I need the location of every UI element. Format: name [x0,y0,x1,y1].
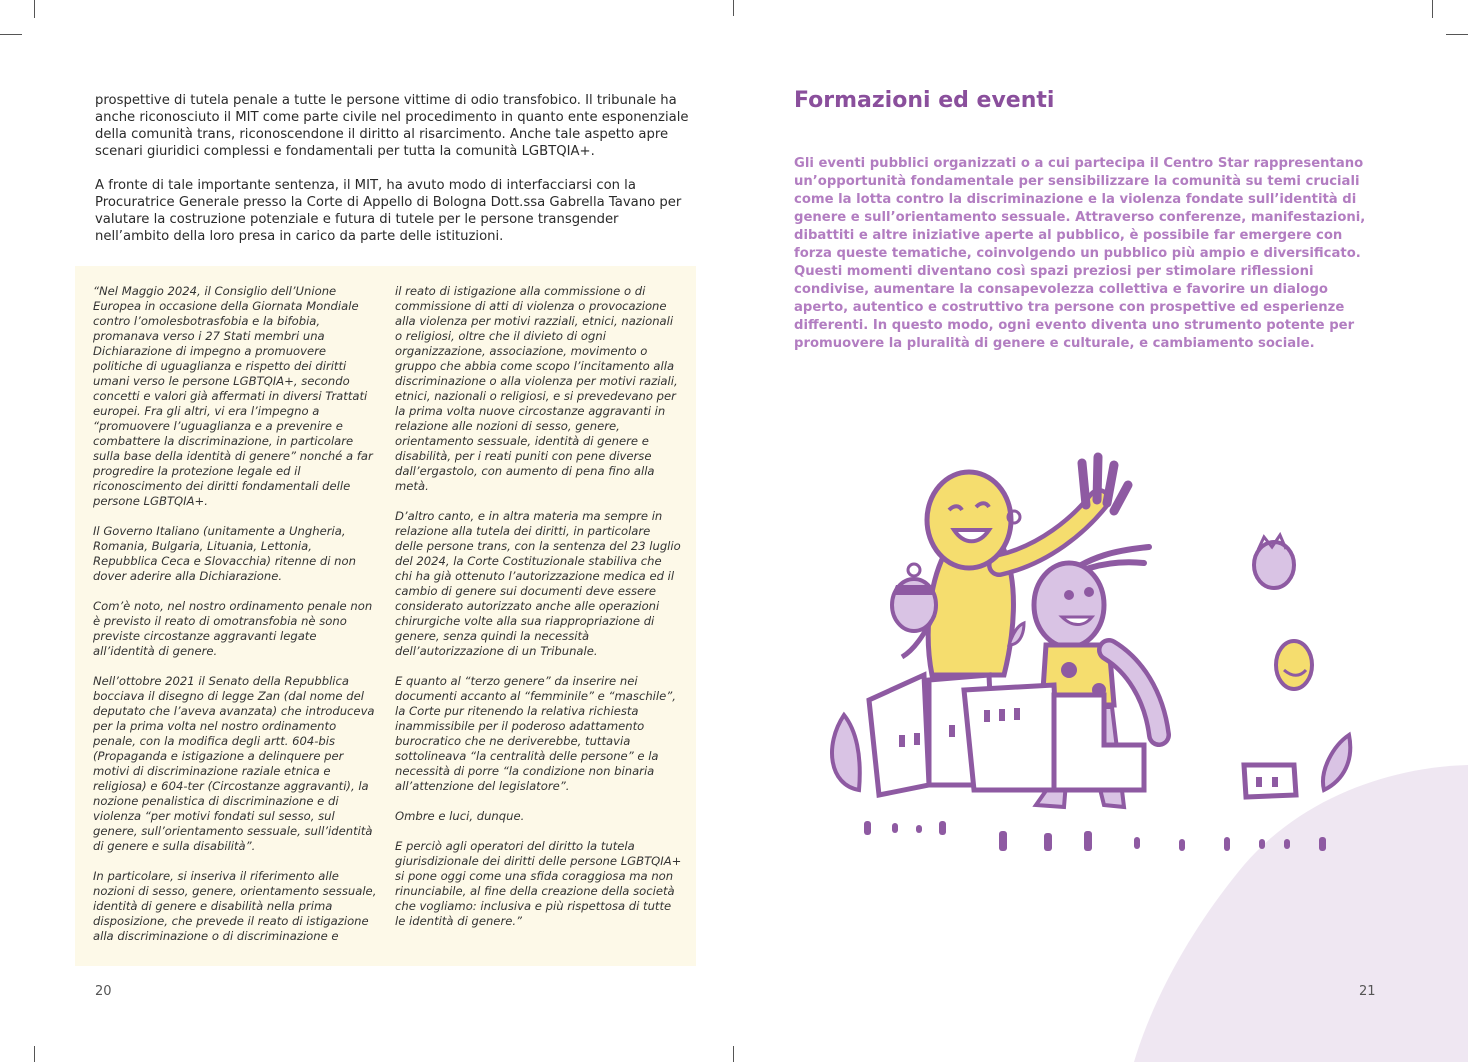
quote-paragraph: E quanto al “terzo genere” da inserire nei documenti accanto al “femminile” e “maschile”, la Corte pur ritenendo la relativa richiesta inammissibile per il poderoso adattamento burocratico che ne deriverebbe, tuttavia sottolineava “la centralità delle persone” e la necessità di porre “la condizione non binaria all’attenzione del legislatore”. [395,674,676,793]
body-paragraph-2: A fronte di tale importante sentenza, il MIT, ha avuto modo di interfacciarsi con la Procuratrice Generale presso la Corte di Appello di Bologna Dott.ssa Gabrella Tavano per valutare la costruzione potenziale e futura di tutele per le persone transgender nell’ambito della loro presa in carico da parte delle istituzioni. [95,178,682,244]
section-title: Formazioni ed eventi [794,88,1055,113]
page-number: 21 [1359,984,1376,999]
quote-column-left [93,284,378,959]
quote-paragraph: E perciò agli operatori del diritto la tutela giurisdizionale dei diritti delle persone LGBTQIA+ si pone oggi come una sfida coraggiosa ma non rinunciabile, al fine della creazione della società che vogliamo: inclusiva e più rispettosa di tutte le identità di genere.” [395,839,682,928]
quote-paragraph: “Nel Maggio 2024, il Consiglio dell’Unione Europea in occasione della Giornata Mondiale contro l’omolesbotrasfobia e la bifobia, promanava verso i 27 Stati membri una Dichiarazione di impegno a promuovere politiche di uguaglianza e rispetto dei diritti umani verso le persone LGBTQIA+, secondo concetti e valori già affermati in diversi Trattati europei. Fra gli altri, vi era l’impegno a “promuovere l’uguaglianza e a prevenire e combattere la discriminazione, in particolare sulla base della identità di genere” nonché a far progredire la protezione legale ed il riconoscimento dei diritti fondamentali delle persone LGBTQIA+. [93,284,373,508]
quote-column-right [395,284,682,944]
page-number: 20 [95,984,112,999]
body-paragraph-1: prospettive di tutela penale a tutte le persone vittime di odio transfobico. Il tribunale ha anche riconosciuto il MIT come parte civile nel procedimento in quanto ente esponenziale della comunità trans, riconoscendone il diritto al risarcimento. Anche tale aspetto apre scenari giuridici complessi e fondamentali per tutta la comunità LGBTQIA+. [95,93,689,159]
quote-paragraph: Com’è noto, nel nostro ordinamento penale non è previsto il reato di omotransfobia nè sono previste circostanze aggravanti legate all’identità di genere. [93,599,373,658]
quote-paragraph: Il Governo Italiano (unitamente a Ungheria, Romania, Bulgaria, Lituania, Lettonia, Repubblica Ceca e Slovacchia) ritenne di non dover aderire alla Dichiarazione. [93,524,356,583]
quote-paragraph: Ombre e luci, dunque. [395,809,525,823]
people-illustration [814,445,1374,875]
quote-paragraph: il reato di istigazione alla commissione o di commissione di atti di violenza o provocazione alla violenza per motivi razziali, etnici, nazionali o religiosi, oltre che il divieto di ogni organizzazione, associazione, movimento o gruppo che abbia come scopo l’incitamento alla discriminazione o alla violenza per motivi raziali, etnici, nazionali o religiosi, e si prevedevano per la prima volta nuove circostanze aggravanti in relazione alle nozioni di sesso, genere, orientamento sessuale, identità di genere e disabilità, per i reati puniti con pene diverse dall’ergastolo, con aumento di pena fino alla metà. [395,284,678,493]
quote-paragraph: In particolare, si inseriva il riferimento alle nozioni di sesso, genere, orientamento sessuale, identità di genere e disabilità nella prima disposizione, che prevede il reato di istigazione alla discriminazione o di discriminazione e [93,869,377,943]
quote-paragraph: Nell’ottobre 2021 il Senato della Repubblica bocciava il disegno di legge Zan (dal nome del deputato che l’aveva avanzata) che introduceva per la prima volta nel nostro ordinamento penale, con la modifica degli artt. 604-bis (Propaganda e istigazione a delinquere per motivi di discriminazione raziale etnica e religiosa) e 604-ter (Circostanze aggravanti), la nozione penalistica di discriminazione e di violenza “per motivi fondati sul sesso, sul genere, sull’orientamento sessuale, sull’identità di genere e sulla disabilità”. [93,674,375,853]
right-page [734,0,1468,1062]
quote-paragraph: D’altro canto, e in altra materia ma sempre in relazione alla tutela dei diritti, in particolare delle persone trans, con la sentenza del 23 luglio del 2024, la Corte Costituzionale stabiliva che chi ha già ottenuto l’autorizzazione medica ed il cambio di genere sui documenti deve essere considerato autorizzato anche alle operazioni chirurgiche volte alla sua riappropriazione di genere, senza quindi la necessità dell’autorizzazione di un Tribunale. [395,509,681,658]
section-paragraph: Gli eventi pubblici organizzati o a cui partecipa il Centro Star rappresentano un’opportunità fondamentale per sensibilizzare la comunità su temi cruciali come la lotta contro la discriminazione e la violenza fondate sull’identità di genere e sull’orientamento sessuale. Attraverso conferenze, manifestazioni, dibattiti e altre iniziative aperte al pubblico, è possibile far emergere con forza queste tematiche, coinvolgendo un pubblico più ampio e diversificato. Questi momenti diventano così spazi preziosi per stimolare riflessioni condivise, aumentare la consapevolezza collettiva e favorire un dialogo aperto, autentico e costruttivo tra persone con prospettive ed esperienze differenti. In questo modo, ogni evento diventa uno strumento potente per promuovere la pluralità di genere e culturale, e cambiamento sociale. [794,156,1366,351]
